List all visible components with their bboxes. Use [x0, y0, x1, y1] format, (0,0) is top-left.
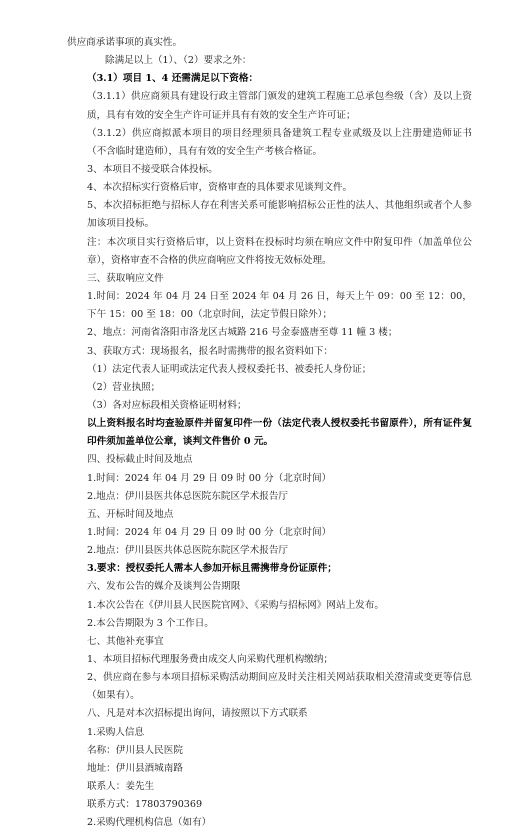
paragraph-line: 联系方式：17803790369 [87, 799, 203, 811]
paragraph-line: 2.采购代理机构信息（如有） [87, 817, 212, 829]
bold-paragraph-line: 3.要求：授权委托人需本人参加开标且需携带身份证原件； [87, 563, 337, 575]
paragraph-line: 2.地点：伊川县医共体总医院东院区学术报告厅 [87, 490, 289, 502]
paragraph-line: 八、凡是对本次招标提出询问，请按照以下方式联系 [87, 708, 308, 720]
paragraph-line: 地址：伊川县酒城南路 [87, 762, 183, 774]
paragraph-line: 2.本公告期限为 3 个工作日。 [87, 617, 214, 629]
paragraph-line: 4、本次招标实行资格后审，资格审查的具体要求见谈判文件。 [87, 182, 353, 194]
paragraph-line: 1.采购人信息 [87, 726, 145, 738]
paragraph-line: 供应商承诺事项的真实性。 [67, 37, 183, 48]
paragraph-line: 1.时间：2024 年 04 月 29 日 09 时 00 分（北京时间） [87, 472, 332, 484]
paragraph-line: （3.1.2）供应商拟派本项目的项目经理须具备建筑工程专业贰级及以上注册建造师证书（不含临时建造师），具有有效的安全生产考核合格证。 [87, 127, 472, 157]
paragraph-line: 3、本项目不接受联合体投标。 [87, 164, 218, 176]
paragraph-line: 2.地点：伊川县医共体总医院东院区学术报告厅 [87, 545, 289, 557]
paragraph-line: 2、供应商在参与本项目招标采购活动期间应及时关注相关网站获取相关澄清或变更等信息（如果有）。 [87, 672, 472, 702]
paragraph-line: 3、获取方式：现场报名，报名时需携带的报名资料如下： [87, 345, 333, 357]
bold-paragraph-line: （3.1）项目 1、4 还需满足以下资格： [87, 73, 259, 85]
bold-paragraph-line: 以上资料报名时均查验原件并留复印件一份（法定代表人授权委托书留原件），所有证件复印件须加盖单位公章，谈判文件售价 0 元。 [87, 418, 472, 448]
paragraph-line: 2、地点：河南省洛阳市洛龙区古城路 216 号金泰盛唐至尊 11 幢 3 楼； [87, 327, 398, 339]
paragraph-line: 六、发布公告的媒介及谈判公告期限 [87, 581, 241, 593]
paragraph-line: （3.1.1）供应商须具有建设行政主管部门颁发的建筑工程施工总承包叁级（含）及以上资质，具有有效的安全生产许可证并具有有效的安全生产许可证； [87, 91, 472, 121]
paragraph-line: 注：本次项目实行资格后审，以上资料在投标时均须在响应文件中附复印件（加盖单位公章），资格审查不合格的供应商响应文件将按无效标处理。 [87, 236, 472, 266]
paragraph-line: （3）各对应标段相关资格证明材料； [87, 399, 247, 411]
paragraph-line: 5、本次招标拒绝与招标人存在利害关系可能影响招标公正性的法人、其他组织或者个人参加该项目投标。 [87, 200, 472, 230]
paragraph-line: 联系人：姜先生 [87, 780, 155, 792]
paragraph-line: 七、其他补充事宜 [87, 635, 164, 647]
paragraph-line: （1）法定代表人证明或法定代表人授权委托书、被委托人身份证； [87, 363, 372, 375]
paragraph-line: 三、获取响应文件 [87, 272, 164, 284]
paragraph-line: 1.本次公告在《伊川县人民医院官网》、《采购与招标网》网站上发布。 [87, 599, 384, 611]
paragraph-line: 五、开标时间及地点 [87, 508, 174, 520]
paragraph-line: 名称：伊川县人民医院 [87, 744, 183, 756]
paragraph-line: 四、投标截止时间及地点 [87, 454, 193, 466]
paragraph-line: 1、本项目招标代理服务费由成交人向采购代理机构缴纳； [87, 653, 333, 665]
paragraph-line: 1.时间：2024 年 04 月 24 日至 2024 年 04 月 26 日，每天上午 09：00 至 12：00，下午 15：00 至 18：00（北京时间，法定节假日除外）； [87, 291, 472, 321]
paragraph-line: 1.时间：2024 年 04 月 29 日 09 时 00 分（北京时间） [87, 526, 332, 538]
paragraph-line: 除满足以上（1）、（2）要求之外： [105, 55, 252, 67]
paragraph-line: （2）营业执照； [87, 381, 161, 393]
